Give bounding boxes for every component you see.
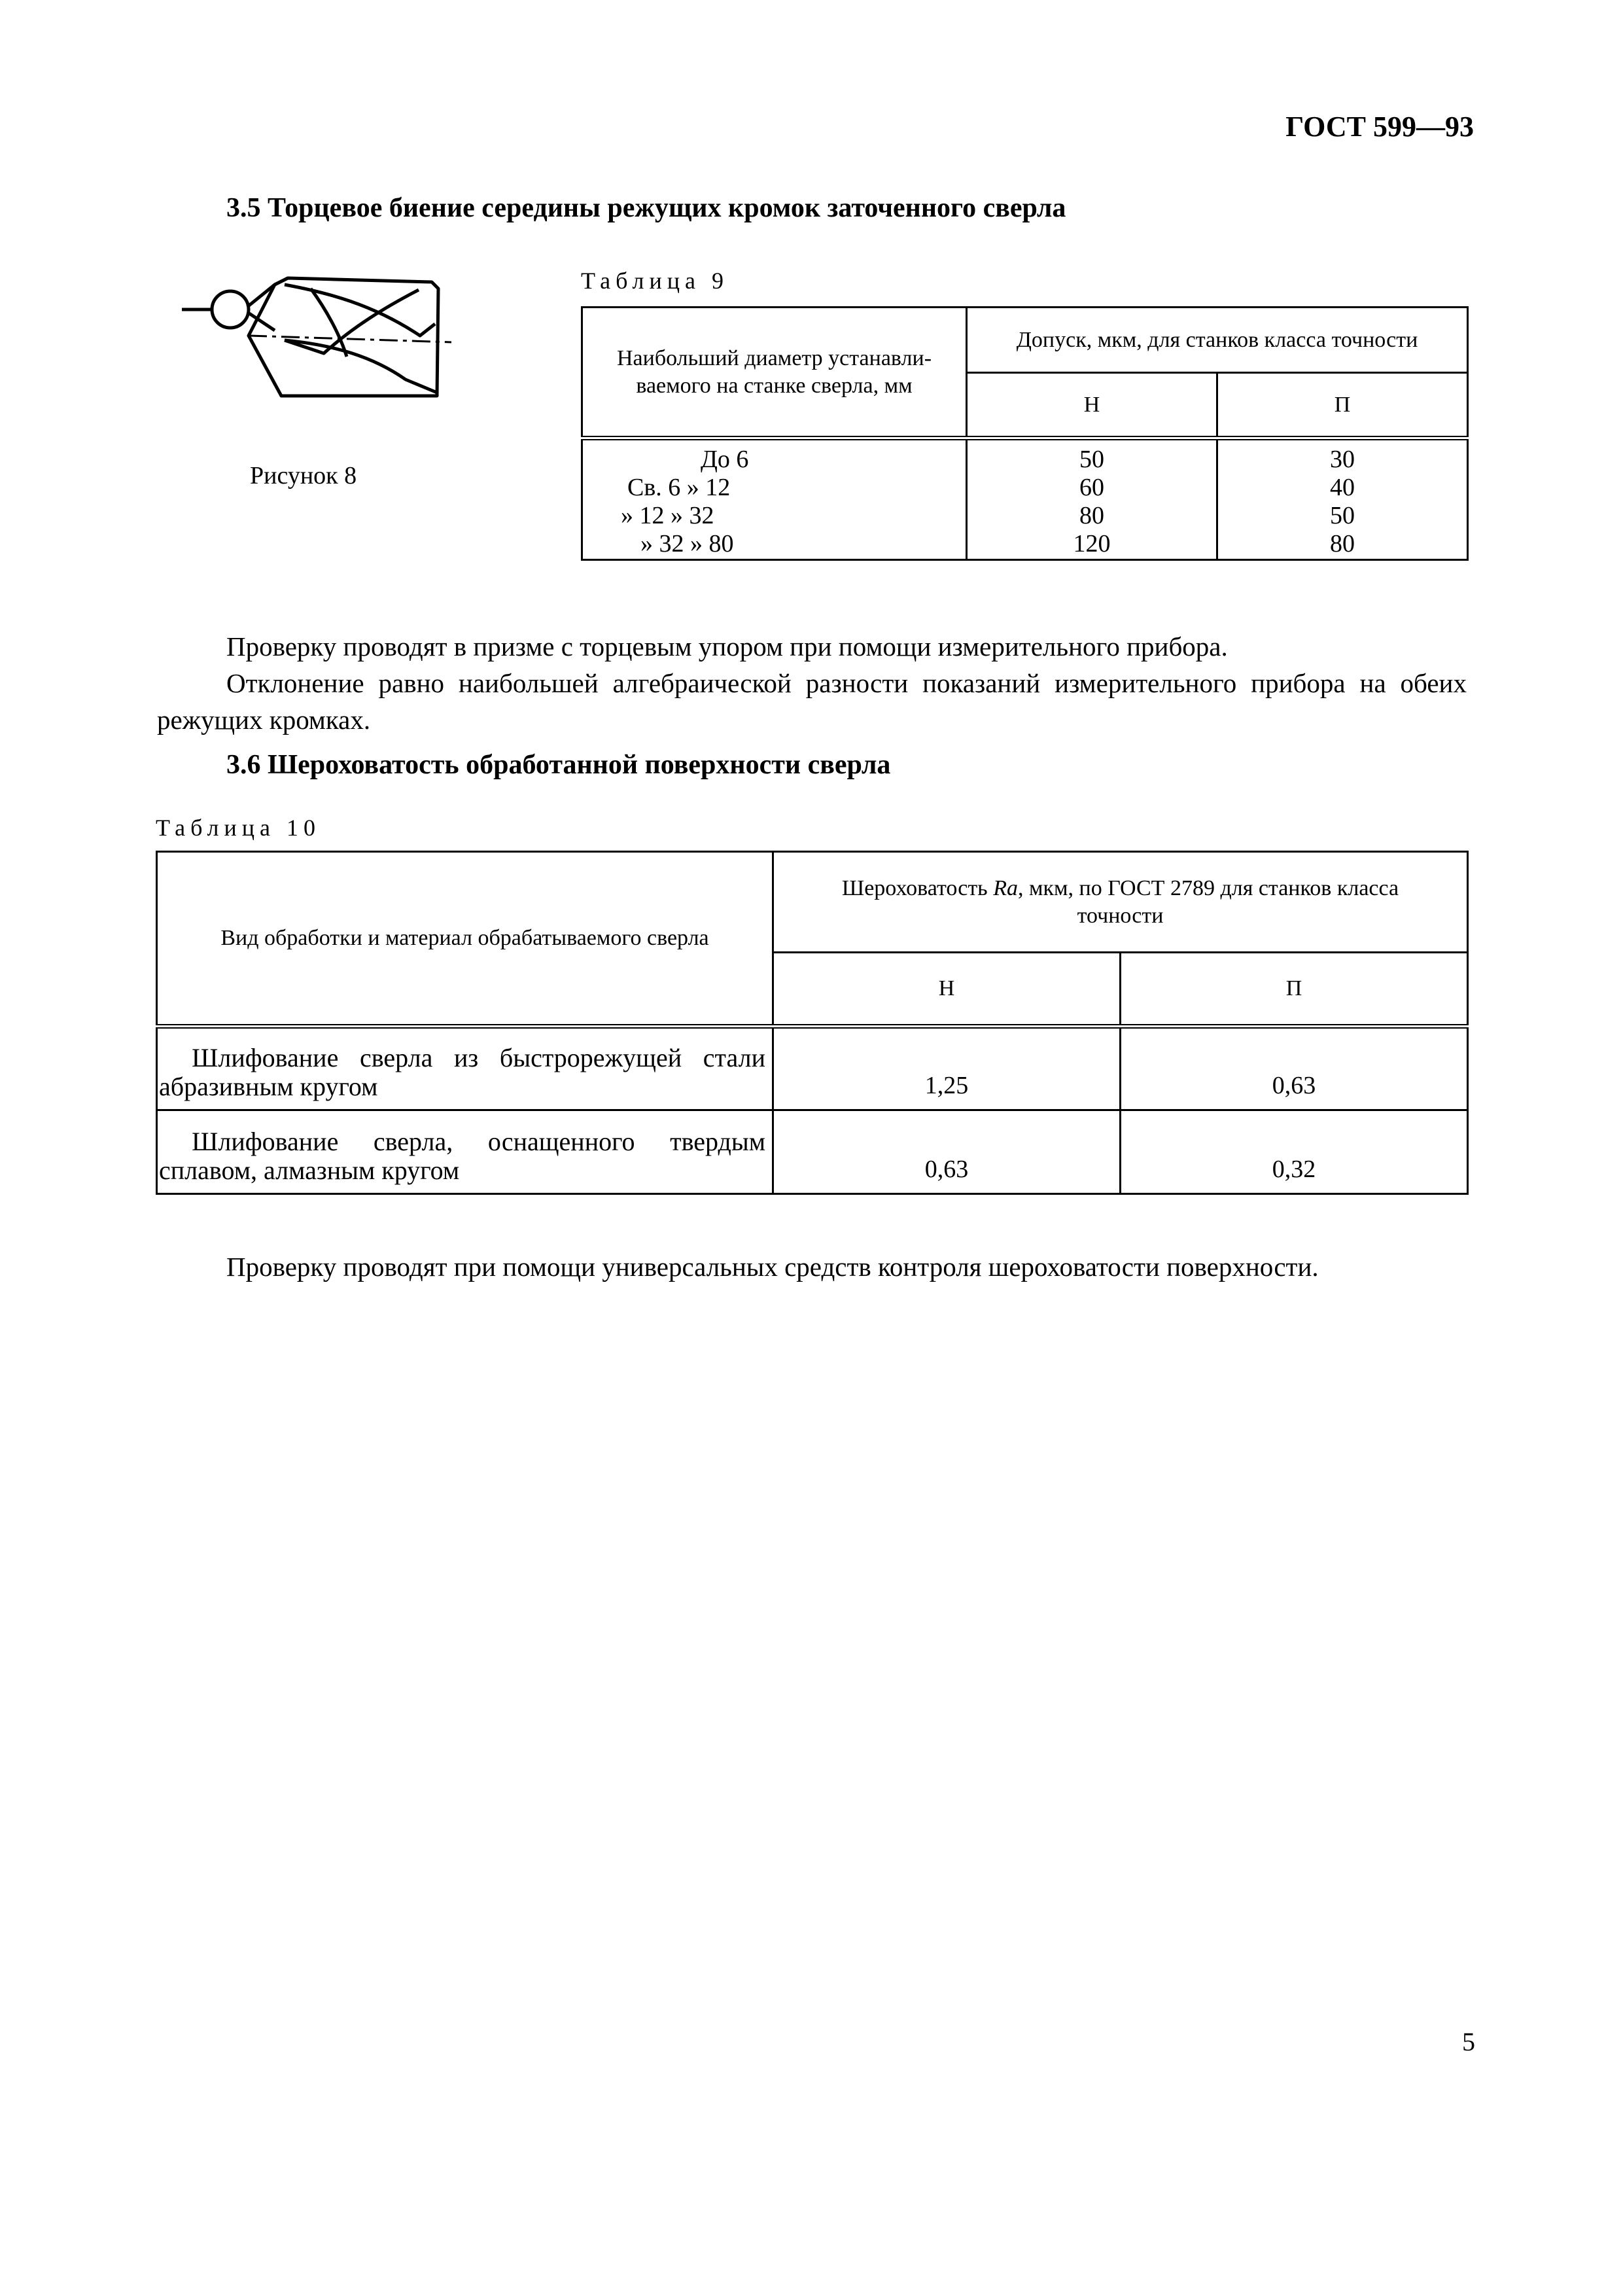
- table-10-group-header-prefix: Шероховатость: [841, 875, 994, 900]
- drill-figure: [177, 258, 464, 409]
- table-10-row-label: Шлифование сверла, оснащенного твердым сплавом, алмазным кругом: [157, 1110, 773, 1194]
- table-9-caption: Таблица 9: [581, 268, 729, 294]
- table-9-cell: 80: [1079, 502, 1104, 529]
- table-9-row-label: Св. 6 » 12: [627, 474, 731, 501]
- table-9-h-values: [967, 438, 1217, 560]
- table-9-subheader-h: Н: [967, 373, 1217, 438]
- table-10-caption: Таблица 10: [156, 815, 321, 841]
- table-9-column-header: Наибольший диаметр устанавли-ваемого на станке сверла, мм: [582, 308, 967, 438]
- table-9-cell: 30: [1330, 446, 1355, 473]
- table-9-cell: 50: [1079, 446, 1104, 473]
- table-10-subheader-p: П: [1121, 953, 1468, 1027]
- table-10-cell: 0,63: [773, 1110, 1121, 1194]
- ra-symbol: Ra: [993, 875, 1018, 900]
- table-10-subheader-h: Н: [773, 953, 1121, 1027]
- table-9-row-label: » 12 » 32: [621, 502, 714, 529]
- table-9-cell: 40: [1330, 474, 1355, 501]
- table-9-cell: 50: [1330, 502, 1355, 529]
- table-9-p-values: [1217, 438, 1468, 560]
- table-10-row-label: Шлифование сверла из быстрорежущей стали абразивным кругом: [157, 1027, 773, 1110]
- table-9-row-label: До 6: [701, 446, 749, 473]
- document-code: ГОСТ 599—93: [1285, 111, 1474, 143]
- paragraph-deviation: Отклонение равно наибольшей алгебраической разности показаний измерительного прибора на обеих режущих кромках.: [157, 668, 1467, 735]
- table-9-group-header: Допуск, мкм, для станков класса точности: [967, 308, 1468, 373]
- table-10-cell: 1,25: [773, 1027, 1121, 1110]
- table-9-diameter-cell: [582, 438, 967, 560]
- paragraph: [157, 628, 1467, 738]
- table-9-cell: 80: [1330, 530, 1355, 557]
- table-9-cell: 120: [1073, 530, 1111, 557]
- table-10-group-header: [773, 852, 1468, 953]
- table-10: [156, 851, 1469, 1195]
- table-9-row-label: » 32 » 80: [640, 530, 734, 557]
- table-10-cell: 0,63: [1121, 1027, 1468, 1110]
- table-10-group-header-suffix: , мкм, по ГОСТ 2789 для станков класса точности: [1017, 875, 1399, 928]
- table-10-column-header: Вид обработки и материал обрабатываемого сверла: [157, 852, 773, 1027]
- figure-caption: Рисунок 8: [250, 462, 357, 489]
- paragraph-check-method: Проверку проводят в призме с торцевым упором при помощи измерительного прибора.: [226, 631, 1228, 662]
- table-9-subheader-p: П: [1217, 373, 1468, 438]
- page-number: 5: [1462, 2027, 1475, 2057]
- table-9-cell: 60: [1079, 474, 1104, 501]
- table-9: [581, 306, 1469, 561]
- table-10-cell: 0,32: [1121, 1110, 1468, 1194]
- paragraph-roughness-check: Проверку проводят при помощи универсальных средств контроля шероховатости поверхности.: [226, 1252, 1319, 1282]
- section-3-6-heading: 3.6 Шероховатость обработанной поверхности сверла: [226, 750, 891, 780]
- section-3-5-heading: 3.5 Торцевое биение середины режущих кромок заточенного сверла: [226, 193, 1066, 223]
